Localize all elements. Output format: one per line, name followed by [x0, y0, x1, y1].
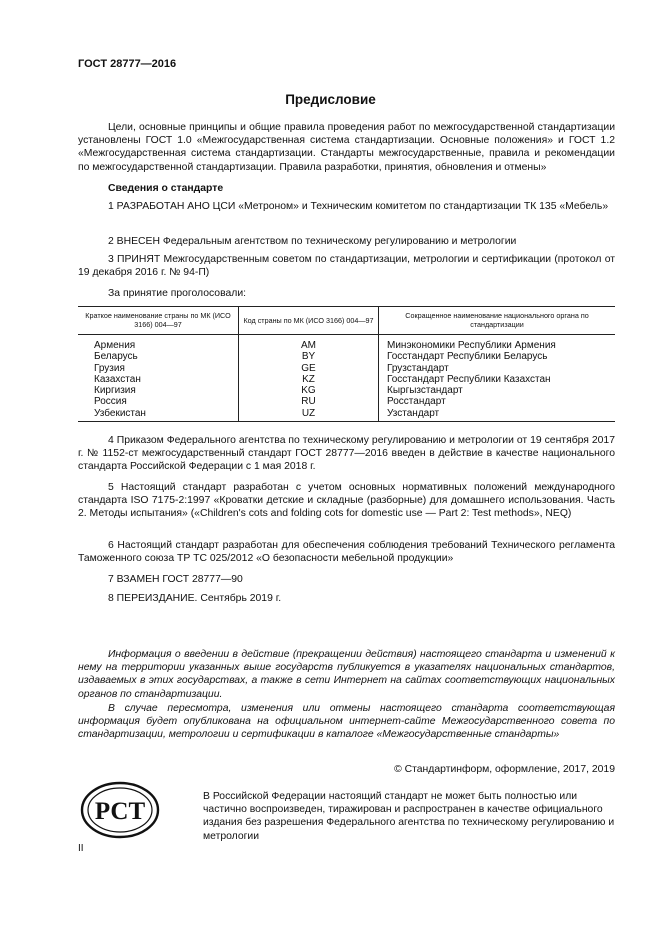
item-5: 5 Настоящий стандарт разработан с учетом основных нормативных положений международного стандарта ISO 7175-2:1997 «Кроватки детские и складные (разборные) для домашнего использования. Часть 2. Методы испытания» («Children's cots and folding cots for domestic use — Part 2: Test methods», NEQ) — [78, 482, 615, 520]
notice-paragraph-1: Информация о введении в действие (прекращении действия) настоящего стандарта и изменений к нему на территории указанных выше государств публикуется в указателях национальных стандартов, издаваемых в этих государствах, а также в сети Интернет на сайтах соответствующих национальных органов по стандартизации. — [78, 649, 615, 700]
table-header-country: Краткое наименование страны по МК (ИСО 3166) 004—97 — [78, 307, 239, 335]
document-code-header: ГОСТ 28777—2016 — [78, 58, 177, 70]
body-cell: Госстандарт Республики Казахстан — [379, 374, 616, 385]
code-cell: KG — [239, 385, 379, 396]
table-header-body: Сокращенное наименование национального органа по стандартизации — [379, 307, 616, 335]
item-7: 7 ВЗАМЕН ГОСТ 28777—90 — [108, 574, 243, 585]
body-cell: Росстандарт — [379, 396, 616, 407]
country-cell: Грузия — [94, 362, 125, 374]
logo-lettering: РСТ — [94, 798, 146, 825]
page-number: II — [78, 843, 84, 854]
item-6: 6 Настоящий стандарт разработан для обеспечения соблюдения требований Технического регламента Таможенного союза ТР ТС 025/2012 «О безопасности мебельной продукции» — [78, 540, 615, 565]
rst-logo-icon — [80, 780, 160, 840]
table-header-code: Код страны по МК (ИСО 3166) 004—97 — [239, 307, 379, 335]
table-row — [78, 363, 615, 374]
notice-paragraph-2: В случае пересмотра, изменения или отмены настоящего стандарта соответствующая информация будет опубликована на официальном интернет-сайте Межгосударственного совета по стандартизации, метрологии и сертификации в каталоге «Межгосударственные стандарты» — [78, 703, 615, 741]
code-cell: GE — [239, 363, 379, 374]
intro-paragraph: Цели, основные принципы и общие правила проведения работ по межгосударственной стандартизации установлены ГОСТ 1.0 «Межгосударственная система стандартизации. Основные положения» и ГОСТ 1.2 «Межгосударственная система стандартизации. Стандарты межгосударственные, правила и рекомендации по межгосударственной стандартизации. Правила разработки, принятия, обновления и отмены» — [78, 122, 615, 173]
code-cell: UZ — [239, 408, 379, 422]
code-cell: BY — [239, 351, 379, 362]
country-cell: Россия — [94, 396, 127, 408]
country-cell: Беларусь — [94, 351, 138, 363]
country-cell: Армения — [94, 340, 136, 351]
country-cell: Казахстан — [94, 373, 141, 385]
code-cell: KZ — [239, 374, 379, 385]
voting-countries-table — [78, 306, 615, 422]
body-cell: Узстандарт — [379, 408, 616, 422]
item-4: 4 Приказом Федерального агентства по техническому регулированию и метрологии от 19 сентября 2017 г. № 1152-ст межгосударственный стандарт ГОСТ 28777—2016 введен в действие в качестве национального стандарта Российской Федерации с 1 мая 2018 г. — [78, 435, 615, 473]
body-cell: Госстандарт Республики Беларусь — [379, 351, 616, 362]
item-8: 8 ПЕРЕИЗДАНИЕ. Сентябрь 2019 г. — [108, 593, 282, 604]
body-cell: Минэкономики Республики Армения — [379, 335, 616, 352]
page-title: Предисловие — [285, 92, 376, 107]
table-row — [78, 385, 615, 396]
country-cell: Узбекистан — [78, 408, 239, 422]
copyright-line: © Стандартинформ, оформление, 2017, 2019 — [394, 764, 615, 775]
code-cell: RU — [239, 396, 379, 407]
table-row — [78, 351, 615, 362]
table-row — [78, 374, 615, 385]
rights-notice: В Российской Федерации настоящий стандарт не может быть полностью или частично воспроизведен, тиражирован и распространен в качестве официального издания без разрешения Федерального агентства по техническому регулированию и метрологии — [203, 791, 615, 842]
vote-label: За принятие проголосовали: — [108, 288, 247, 299]
table-row — [78, 396, 615, 407]
item-1: 1 РАЗРАБОТАН АНО ЦСИ «Метроном» и Техническим комитетом по стандартизации ТК 135 «Мебель» — [108, 201, 609, 212]
code-cell: AM — [239, 335, 379, 352]
rst-logo — [80, 780, 160, 840]
table-row — [78, 408, 615, 422]
body-cell: Кыргызстандарт — [379, 385, 616, 396]
body-cell: Грузстандарт — [379, 363, 616, 374]
country-cell: Киргизия — [94, 385, 136, 397]
table-row — [78, 335, 615, 352]
table-header-row — [78, 307, 615, 335]
item-2: 2 ВНЕСЕН Федеральным агентством по техническому регулированию и метрологии — [108, 236, 517, 247]
item-3: 3 ПРИНЯТ Межгосударственным советом по стандартизации, метрологии и сертификации (протокол от 19 декабря 2016 г. № 94-П) — [78, 254, 615, 279]
info-heading: Сведения о стандарте — [108, 183, 224, 194]
